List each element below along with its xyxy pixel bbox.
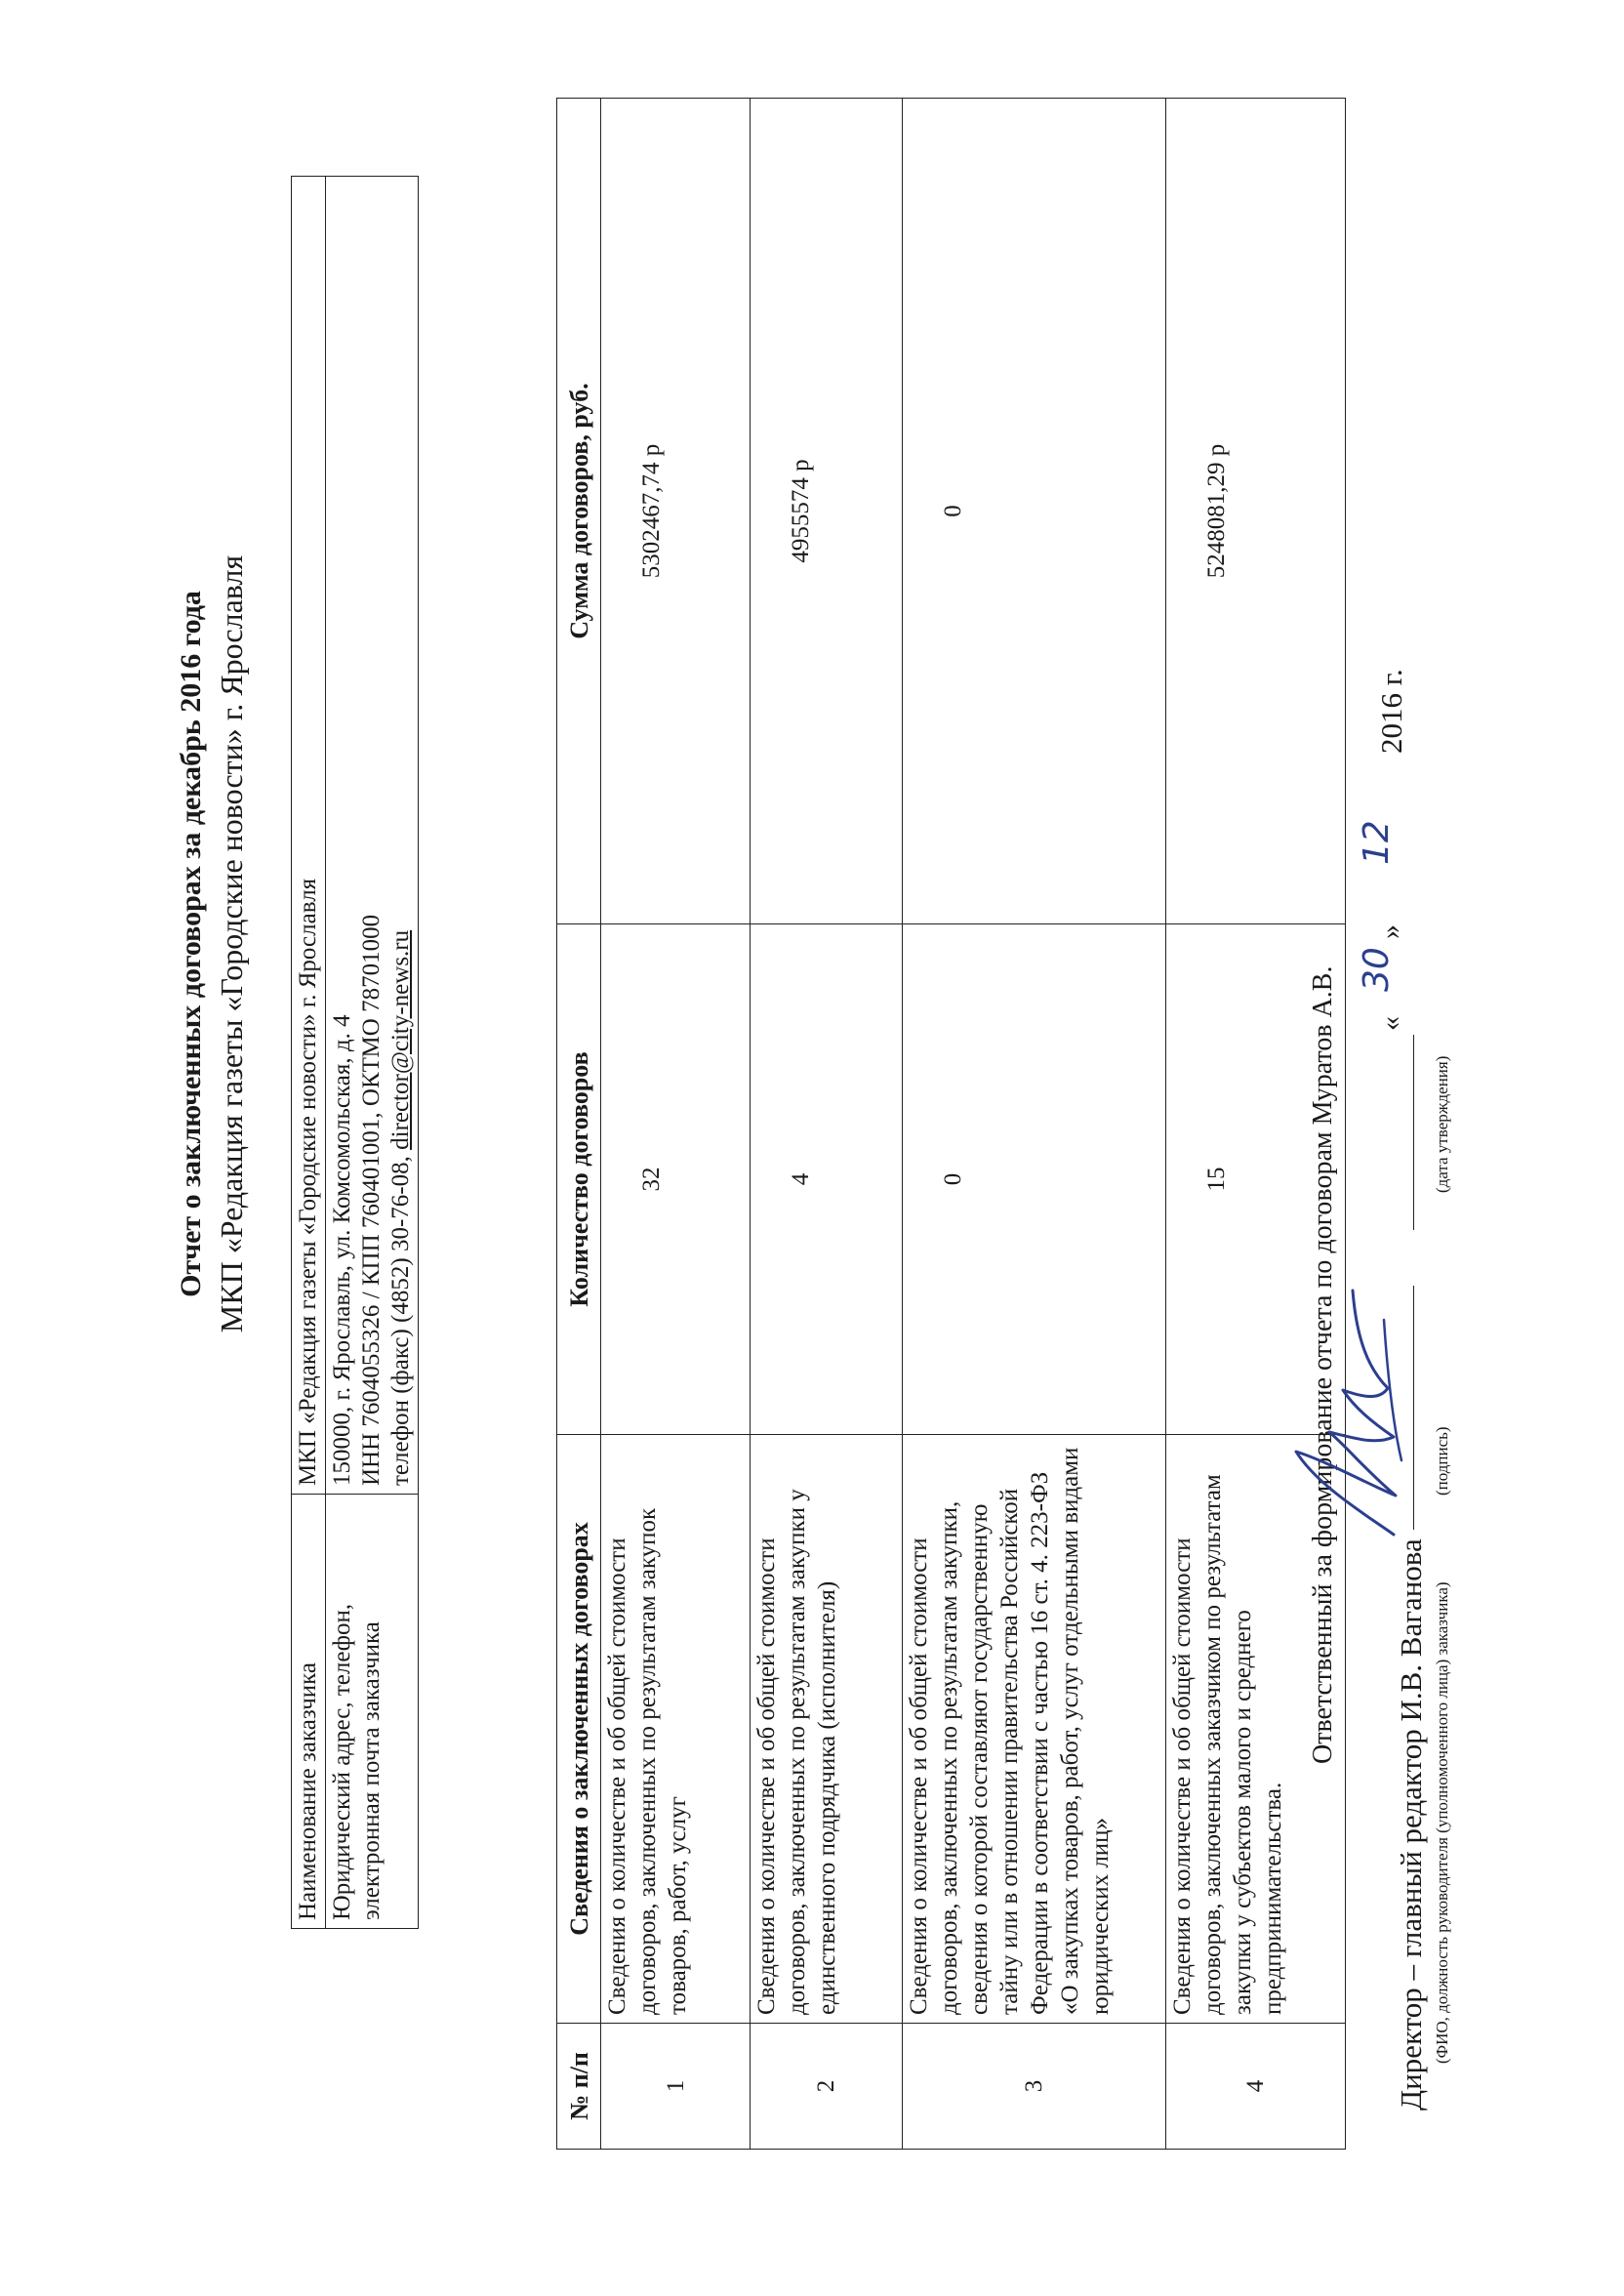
address-line-2: ИНН 7604055326 / КПП 760401001, ОКТМО 78701000 [358,914,385,1486]
signature-caption: (подпись) [1433,1426,1451,1496]
row-num: 1 [601,2024,751,2150]
date-close-quote: » [1374,924,1406,939]
row-sum: 5302467,74 р [601,99,751,924]
table-row [751,99,903,2150]
customer-address-value [326,177,419,1495]
row-sum: 0 [903,99,1166,924]
row-count: 0 [903,924,1166,1435]
date-open-quote: « [1374,1016,1406,1031]
table-row [601,99,751,2150]
address-line-1: 150000, г. Ярославль, ул. Комсомольская, д. 4 [329,1014,355,1486]
header-num: № п/п [557,2024,601,2150]
row-num: 2 [751,2024,903,2150]
row-count: 4 [751,924,903,1435]
header-desc: Сведения о заключенных договорах [557,1435,601,2024]
address-line-3 [386,184,416,1486]
date-day-handwritten: 30 [1357,947,1397,992]
row-desc: Сведения о количестве и об общей стоимости договоров, заключенных заказчиком по результатам закупки у субъектов малого и среднего предпринимательства. [1166,1435,1346,2024]
phone-text: телефон (факс) (4852) 30-76-08, [387,1156,414,1486]
handwritten-signature [1279,1271,1425,1554]
email-link[interactable]: director@city-news.ru [387,929,414,1150]
director-name: Директор – главный редактор И.В. Ваганова [1394,1538,1428,2111]
customer-name-label: Наименование заказчика [292,1495,326,1929]
customer-name-value: МКП «Редакция газеты «Городские новости» г. Ярославля [292,177,326,1495]
row-count: 32 [601,924,751,1435]
table-row [903,99,1166,2150]
row-count: 15 [1166,924,1346,1435]
customer-address-row [326,177,419,1929]
date-line [1413,1035,1414,1230]
row-sum: 4955574 р [751,99,903,924]
row-num: 4 [1166,2024,1346,2150]
row-num: 3 [903,2024,1166,2150]
customer-address-label: Юридический адрес, телефон, электронная почта заказчика [326,1495,419,1929]
header-sum: Сумма договоров, руб. [557,99,601,924]
customer-name-row [292,177,326,1929]
row-desc: Сведения о количестве и об общей стоимости договоров, заключенных по результатам закупок товаров, работ, услуг [601,1435,751,2024]
customer-info-table [291,176,419,1929]
signature-line [1413,1286,1414,1530]
responsible-person: Ответственный за формирование отчета по договорам Муратов А.В. [1308,965,1338,1764]
director-caption: (ФИО, должность руководителя (уполномоченного лица) заказчика) [1433,1581,1451,2064]
row-desc: Сведения о количестве и об общей стоимости договоров, заключенных по результатам закупки, сведения о которой составляют государственную тайну или в отношении правительства Российской Федерации в соответствии с частью 16 ст. 4. 223-ФЗ «О закупках товаров, работ, услуг отдельными видами юридических лиц» [903,1435,1166,2024]
table-header-row [557,99,601,2150]
row-sum: 5248081,29 р [1166,99,1346,924]
report-title: Отчет о заключенных договорах за декабрь 2016 года [175,591,207,1297]
date-caption: (дата утверждения) [1433,1055,1451,1193]
date-year: 2016 г. [1374,669,1408,754]
date-month-handwritten: 12 [1357,820,1397,865]
row-desc: Сведения о количестве и об общей стоимости договоров, заключенных по результатам закупки у единственного подрядчика (исполнителя) [751,1435,903,2024]
report-subtitle: МКП «Редакция газеты «Городские новости» г. Ярославля [214,554,249,1333]
header-count: Количество договоров [557,924,601,1435]
contracts-table [556,98,1346,2150]
